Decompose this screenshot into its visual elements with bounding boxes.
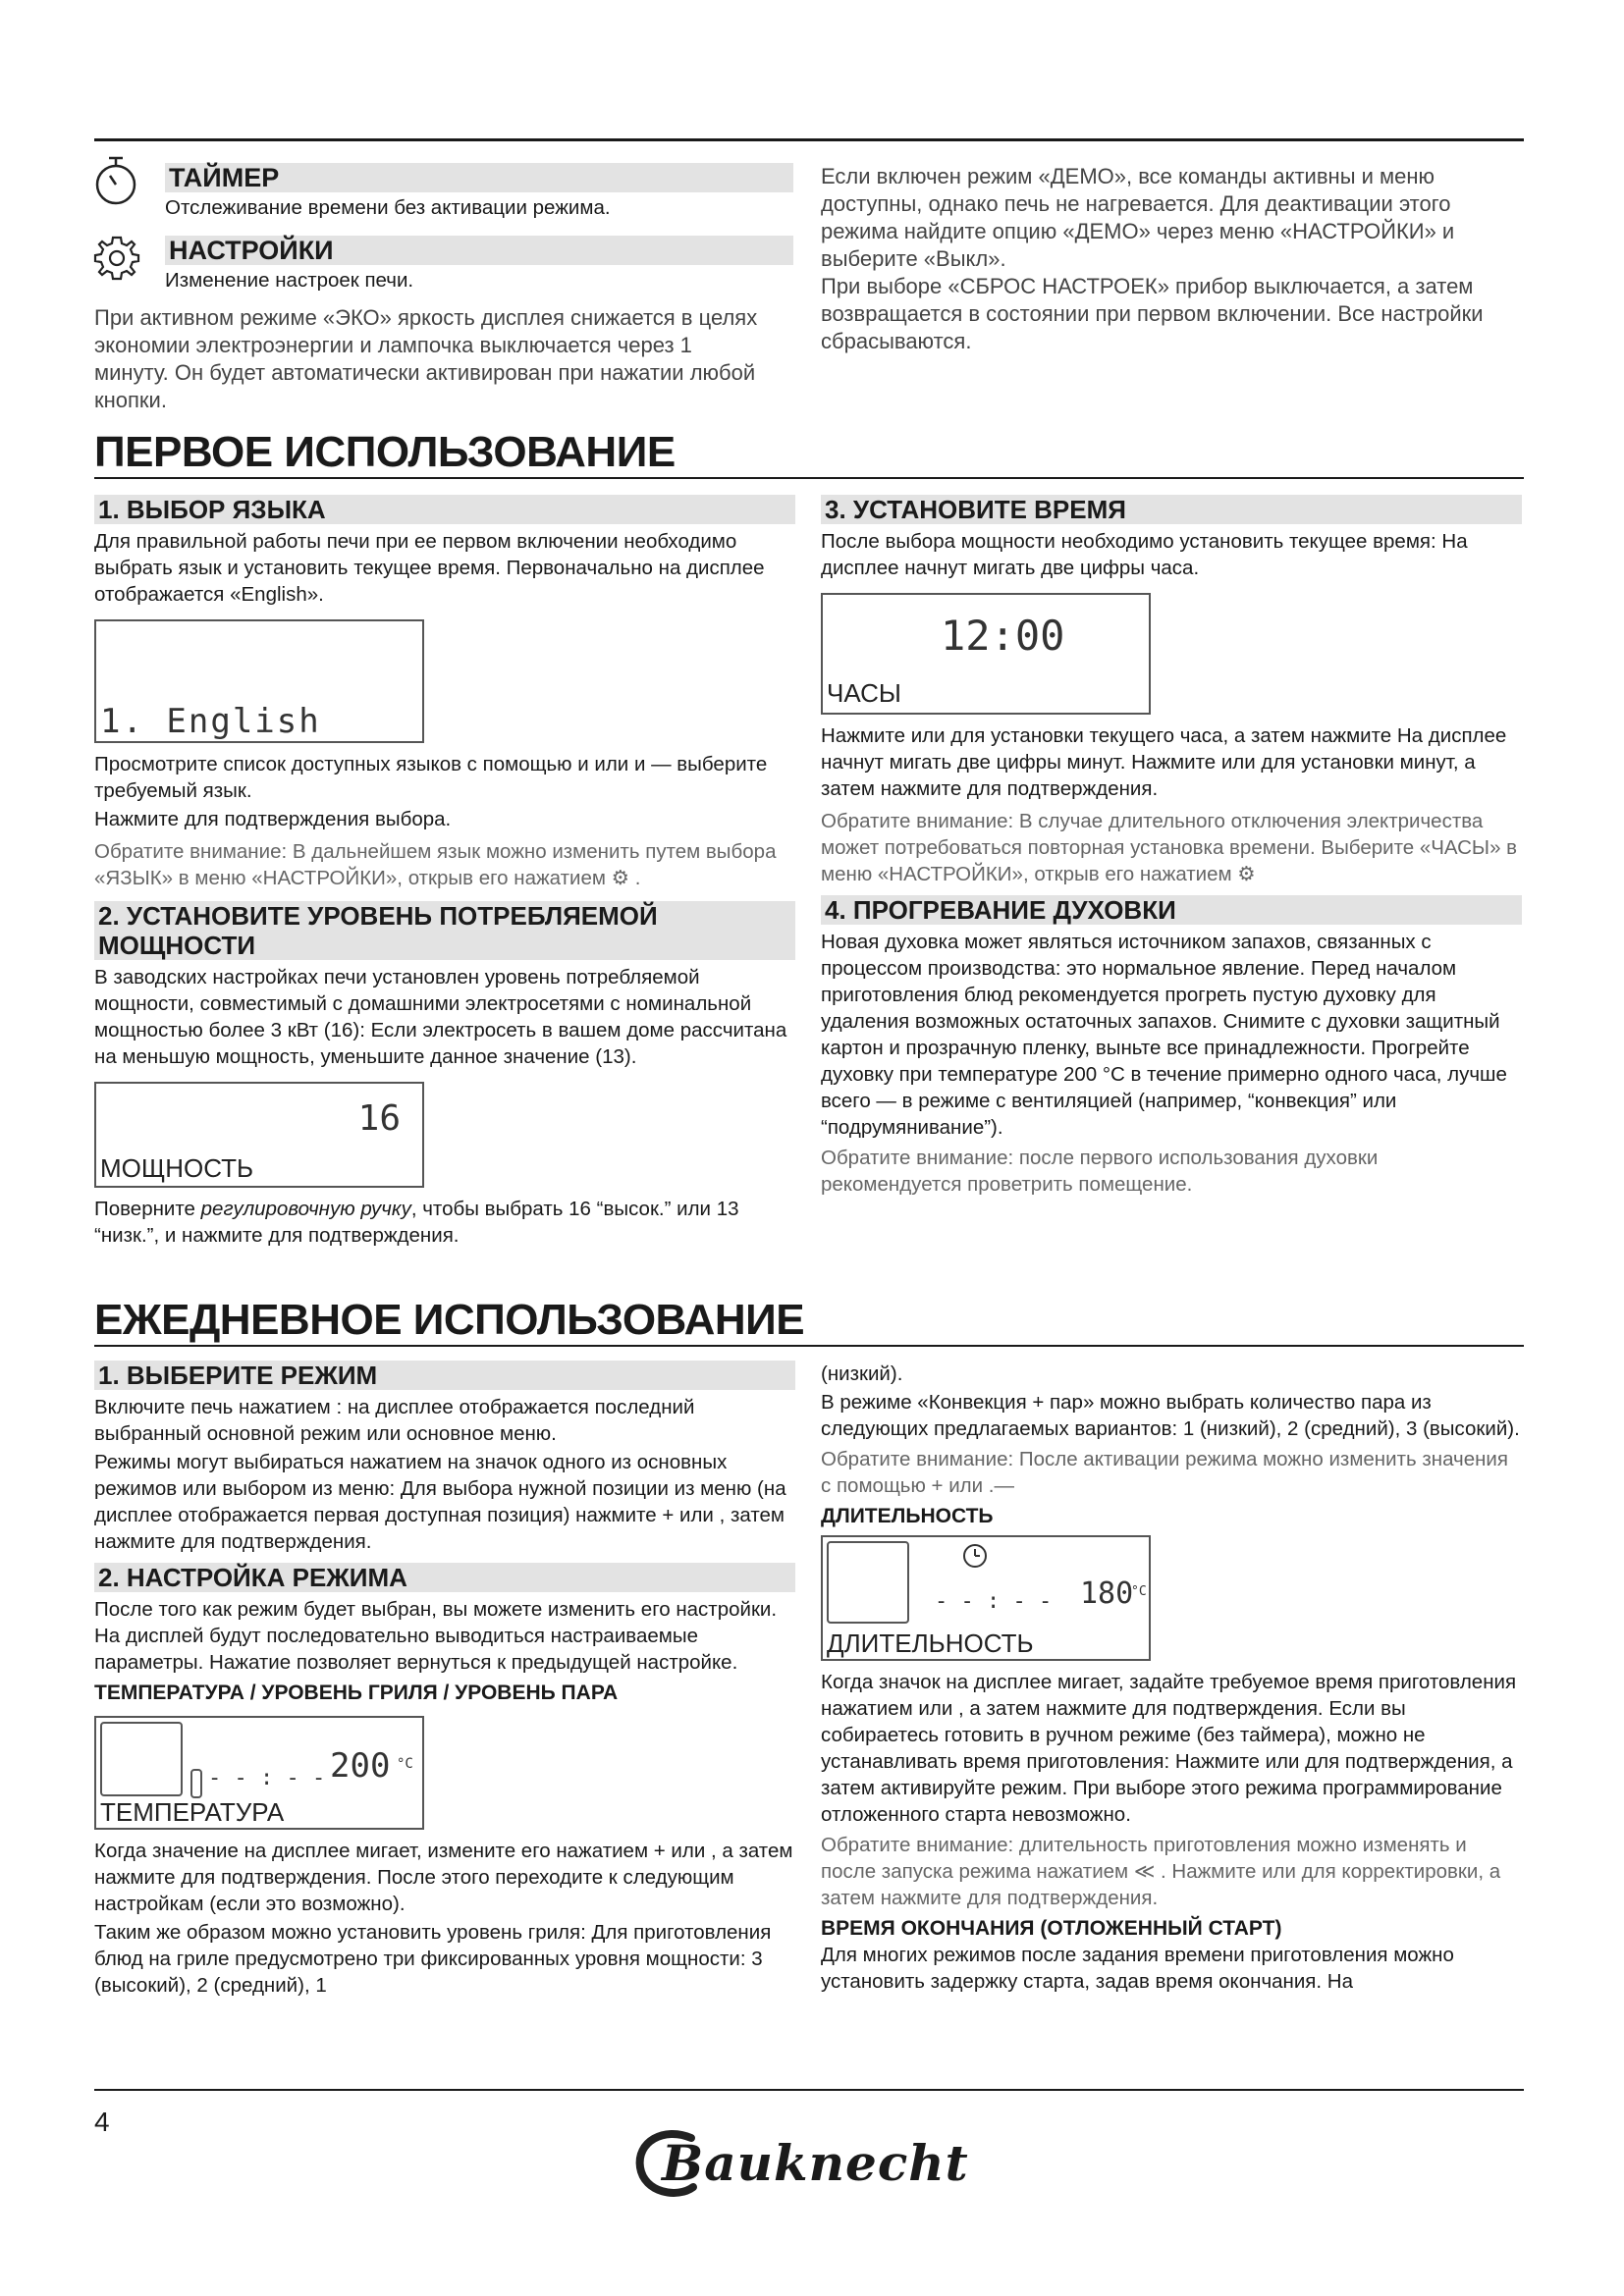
page-number: 4: [94, 2107, 110, 2137]
fu-s3-text: После выбора мощности необходимо установить текущее время: На дисплее начнут мигать две цифры часа.: [821, 530, 1468, 579]
end-time-title: ВРЕМЯ ОКОНЧАНИЯ (ОТЛОЖЕННЫЙ СТАРТ): [821, 1917, 1282, 1940]
du-s2-text: После того как режим будет выбран, вы можете изменить его настройки. На дисплей будут последовательно выводиться настраиваемые параметры. Нажатие позволяет вернуться к предыдущей настройке.: [94, 1598, 778, 1674]
fu-s1-text: Для правильной работы печи при ее первом включении необходимо выбрать язык и установить текущее время. Первоначально на дисплее отображается «English».: [94, 530, 765, 606]
daily-use-title: ЕЖЕДНЕВНОЕ ИСПОЛЬЗОВАНИЕ: [94, 1296, 805, 1344]
timer-icon: [92, 154, 139, 209]
fu-s3-text2: Нажмите или для установки текущего часа, а затем нажмите На дисплее начнут мигать две цифры минут. Нажмите или для установки минут, а затем нажмите для подтверждения.: [821, 724, 1507, 800]
fu-s1-title: 1. ВЫБОР ЯЗЫКА: [94, 495, 795, 524]
dur-note: Обратите внимание: длительность приготовления можно изменять и после запуска режима нажатием ≪ . Нажмите или для корректировки, а затем нажмите для подтверждения.: [821, 1834, 1501, 1909]
fu-s1-note: Обратите внимание: В дальнейшем язык можно изменить путем выбора «ЯЗЫК» в меню «НАСТРОЙКИ», открыв его нажатием ⚙ .: [94, 840, 777, 889]
fu-s1-text3: Нажмите для подтверждения выбора.: [94, 808, 452, 830]
demo-text: Если включен режим «ДЕМО», все команды активны и меню доступны, однако печь не нагревается. Для деактивации этого режима найдите опцию «ДЕМО» через меню «НАСТРОЙКИ» и выберите «Выкл».: [821, 164, 1455, 271]
temperature-display: [94, 1716, 424, 1830]
dur-display-unit: °C: [1131, 1584, 1147, 1599]
du-s2-text2: Когда значение на дисплее мигает, измените его нажатием + или , а затем нажмите для подтверждения. После этого переходите к следующим настройкам (если это возможно).: [94, 1840, 793, 1915]
fu-s2-text2: Поверните регулировочную ручку, чтобы выбрать 16 “высок.” или 13 “низк.”, и нажмите для подтверждения.: [94, 1198, 739, 1247]
dur-display-dashes: - - : - -: [935, 1589, 1053, 1614]
du-s1-text: Включите печь нажатием : на дисплее отображается последний выбранный основной режим или основное меню.: [94, 1396, 695, 1445]
fu-s2-title: 2. УСТАНОВИТЕ УРОВЕНЬ ПОТРЕБЛЯЕМОЙ МОЩНОСТИ: [94, 901, 795, 960]
end-time-text: Для многих режимов после задания времени приготовления можно установить задержку старта, задав время окончания. На: [821, 1944, 1454, 1993]
du-r-text1: (низкий).: [821, 1362, 903, 1385]
brand-logo: [634, 2124, 978, 2203]
temp-display-label: ТЕМПЕРАТУРА: [100, 1797, 285, 1827]
clock-icon: [960, 1541, 990, 1571]
daily-use-rule: [94, 1345, 1524, 1347]
duration-title: ДЛИТЕЛЬНОСТЬ: [821, 1505, 994, 1527]
fu-s3-title: 3. УСТАНОВИТЕ ВРЕМЯ: [821, 495, 1522, 524]
footer-rule: [94, 2089, 1524, 2091]
timer-title: ТАЙМЕР: [165, 163, 793, 192]
brand-name: Bauknecht: [662, 2134, 969, 2192]
temp-display-value: 200: [330, 1746, 391, 1786]
du-r-text2: В режиме «Конвекция + пар» можно выбрать количество пара из следующих предлагаемых вариантов: 1 (низкий), 2 (средний), 3 (высокий).: [821, 1391, 1520, 1440]
reset-text: При выборе «СБРОС НАСТРОЕК» прибор выключается, а затем возвращается в состоянии при первом включении. Все настройки сбрасываются.: [821, 274, 1484, 353]
power-display-label: МОЩНОСТЬ: [100, 1153, 254, 1183]
clock-display: [821, 593, 1151, 715]
du-r-note1: Обратите внимание: После активации режима можно изменить значения с помощью + или .—: [821, 1448, 1508, 1497]
fu-s4-title: 4. ПРОГРЕВАНИЕ ДУХОВКИ: [821, 895, 1522, 925]
dur-text: Когда значок на дисплее мигает, задайте требуемое время приготовления нажатием или , а затем нажмите для подтверждения. Если вы собираетесь готовить в ручном режиме (без таймера), можно не устанавливать время приготовления: Нажмите или для подтверждения, а затем активируйте режим. При выборе этого режима программирование отложенного старта невозможно.: [821, 1671, 1517, 1826]
du-s2-text3: Таким же образом можно установить уровень гриля: Для приготовления блюд на гриле предусмотрено три фиксированных уровня мощности: 3 (высокий), 2 (средний), 1: [94, 1921, 772, 1997]
du-s1-text2: Режимы могут выбираться нажатием на значок одного из основных режимов или выбором из меню: Для выбора нужной позиции из меню (на дисплее отображается первая доступная позиция) нажмите + или , затем нажмите для подтверждения.: [94, 1451, 786, 1553]
du-s2-title: 2. НАСТРОЙКА РЕЖИМА: [94, 1563, 795, 1592]
dur-display-label: ДЛИТЕЛЬНОСТЬ: [827, 1629, 1034, 1658]
fu-s1-text2: Просмотрите список доступных языков с помощью и или и — выберите требуемый язык.: [94, 753, 768, 802]
settings-desc: Изменение настроек печи.: [165, 269, 414, 292]
duration-display: [821, 1535, 1151, 1661]
fu-s3-note: Обратите внимание: В случае длительного отключения электричества может потребоваться повторная установка времени. Выберите «ЧАСЫ» в меню «НАСТРОЙКИ», открыв его нажатием ⚙: [821, 810, 1518, 885]
top-rule: [94, 138, 1524, 141]
du-s2-sub: ТЕМПЕРАТУРА / УРОВЕНЬ ГРИЛЯ / УРОВЕНЬ ПАРА: [94, 1682, 619, 1704]
gear-icon: [92, 234, 141, 283]
power-display: [94, 1082, 424, 1188]
settings-title: НАСТРОЙКИ: [165, 236, 793, 265]
power-display-value: 16: [357, 1098, 401, 1139]
temp-display-unit: °C: [397, 1756, 413, 1772]
fu-s4-note: Обратите внимание: после первого использования духовки рекомендуется проветрить помещение.: [821, 1147, 1379, 1196]
temp-display-box: [100, 1722, 183, 1796]
dur-display-value: 180: [1080, 1576, 1134, 1611]
clock-display-label: ЧАСЫ: [827, 678, 901, 708]
eco-text: При активном режиме «ЭКО» яркость дисплея снижается в целях экономии электроэнергии и лампочка выключается через 1 минуту. Он будет автоматически активирован при нажатии любой кнопки.: [94, 305, 758, 412]
clock-display-value: 12:00: [941, 612, 1065, 660]
first-use-title: ПЕРВОЕ ИСПОЛЬЗОВАНИЕ: [94, 428, 676, 476]
dur-display-box: [827, 1541, 909, 1624]
first-use-rule: [94, 477, 1524, 479]
du-s1-title: 1. ВЫБЕРИТЕ РЕЖИМ: [94, 1361, 795, 1390]
language-display-text: 1. English: [100, 702, 321, 741]
language-display: [94, 619, 424, 743]
fu-s4-text: Новая духовка может являться источником запахов, связанных с процессом производства: это нормальное явление. Перед началом приготовления блюд рекомендуется прогреть пустую духовку для удаления возможных остаточных запахов. Снимите с духовки защитный картон и прозрачную пленку, выньте все принадлежности. Прогрейте духовку при температуре 200 °C в течение примерно одного часа, лучше всего — в режиме с вентиляцией (например, “конвекция” или “подрумянивание”).: [821, 931, 1507, 1139]
fu-s2-text: В заводских настройках печи установлен уровень потребляемой мощности, совместимый с домашними электросетями с номинальной мощностью более 3 кВт (16): Если электросеть в вашем доме рассчитана на меньшую мощность, уменьшите данное значение (13).: [94, 966, 787, 1068]
temp-display-dashes: - - : - -: [208, 1766, 326, 1790]
timer-desc: Отслеживание времени без активации режима.: [165, 196, 611, 219]
thermometer-icon: [190, 1769, 202, 1798]
